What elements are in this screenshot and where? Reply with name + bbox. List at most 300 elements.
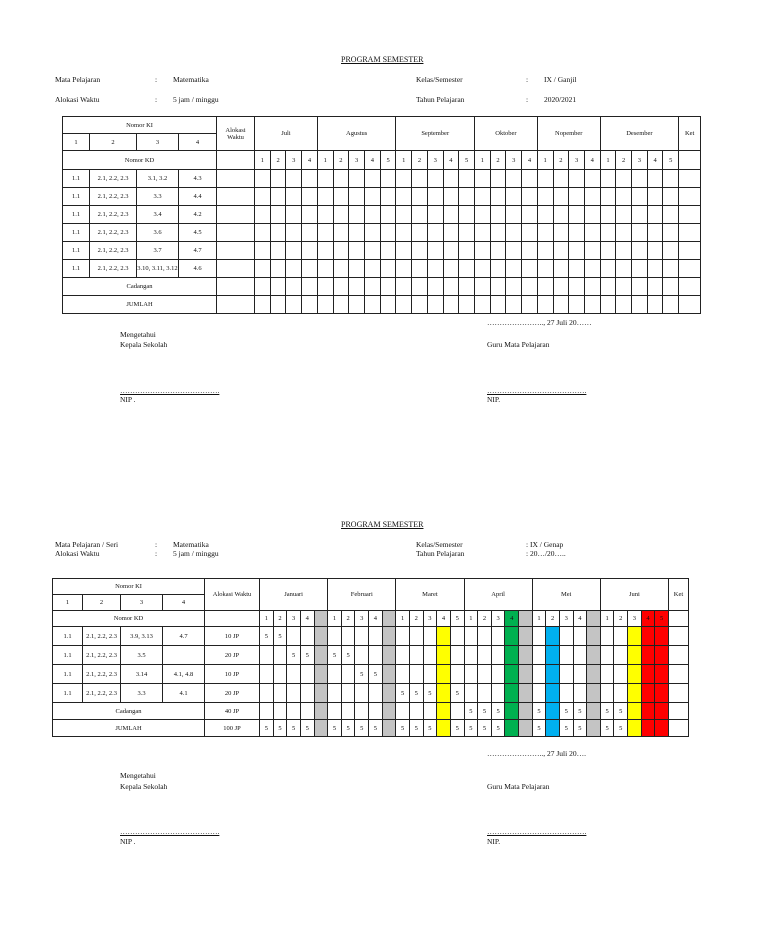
week-cell (409, 703, 423, 720)
week-cell (614, 627, 628, 646)
header-week: 2 (341, 611, 355, 627)
header-ket: Ket (679, 117, 701, 151)
week-cell (328, 627, 342, 646)
kd-alok: 10 JP (205, 665, 260, 684)
week-cell (364, 224, 380, 242)
week-cell (641, 720, 655, 737)
week-cell (573, 665, 587, 684)
p1-mapel-value: Matematika (173, 75, 209, 84)
week-cell (537, 296, 553, 314)
header-ki-number: 1 (53, 595, 83, 611)
week-cell (663, 242, 679, 260)
week-cell (600, 278, 616, 296)
week-cell (663, 206, 679, 224)
week-cell (519, 720, 533, 737)
week-cell (217, 224, 255, 242)
week-cell (553, 206, 569, 224)
week-cell: 5 (341, 720, 355, 737)
week-cell: 5 (300, 646, 314, 665)
week-cell (409, 646, 423, 665)
kd-c4: 4.1 (163, 684, 205, 703)
week-cell (255, 224, 271, 242)
week-cell (614, 684, 628, 703)
week-cell (679, 224, 701, 242)
week-cell (679, 170, 701, 188)
week-cell (641, 684, 655, 703)
week-cell (655, 627, 669, 646)
header-nomor-ki: Nomor KI (63, 117, 217, 134)
week-cell (328, 684, 342, 703)
week-cell (382, 684, 396, 703)
kd-c4: 4.6 (179, 260, 217, 278)
week-cell (647, 242, 663, 260)
week-cell (364, 242, 380, 260)
table-row (63, 206, 701, 224)
kd-c4: 4.3 (179, 170, 217, 188)
week-cell (396, 242, 412, 260)
header-week: 3 (506, 151, 522, 170)
header-week: 1 (475, 151, 491, 170)
week-cell (641, 627, 655, 646)
week-cell (679, 260, 701, 278)
week-cell (628, 703, 642, 720)
header-ki-number: 1 (63, 134, 90, 151)
week-cell: 5 (423, 684, 437, 703)
week-cell (317, 260, 333, 278)
week-cell: 5 (341, 646, 355, 665)
week-cell (569, 188, 585, 206)
week-cell (519, 646, 533, 665)
week-cell (423, 627, 437, 646)
header-week: 1 (537, 151, 553, 170)
header-alokasi-waktu: Alokasi Waktu (217, 117, 255, 151)
header-week: 2 (333, 151, 349, 170)
week-cell (437, 703, 451, 720)
week-cell (459, 260, 475, 278)
week-cell: 5 (328, 720, 342, 737)
header-week: 5 (459, 151, 475, 170)
week-cell: 5 (369, 665, 383, 684)
week-cell (600, 170, 616, 188)
header-ki-number: 4 (179, 134, 217, 151)
week-cell (628, 646, 642, 665)
p1-alokasi-value: 5 jam / minggu (173, 95, 219, 104)
week-cell (427, 224, 443, 242)
header-ki-number: 2 (90, 134, 137, 151)
week-cell (355, 703, 369, 720)
header-week: 1 (532, 611, 546, 627)
header-month: Januari (260, 579, 328, 611)
kd-c2: 2.1, 2.2, 2.3 (83, 665, 121, 684)
p1-nip-right: NIP. (487, 395, 501, 404)
week-cell (364, 188, 380, 206)
week-cell (475, 206, 491, 224)
week-cell (314, 646, 328, 665)
week-cell (632, 206, 648, 224)
week-cell (437, 720, 451, 737)
table-row (63, 188, 701, 206)
week-cell (317, 224, 333, 242)
p2-tahun-value: : 20…/20….. (526, 549, 566, 558)
week-cell (584, 260, 600, 278)
week-cell (475, 296, 491, 314)
week-cell (217, 206, 255, 224)
p2-alokasi-value: 5 jam / minggu (173, 549, 219, 558)
header-week: 1 (317, 151, 333, 170)
week-cell (655, 720, 669, 737)
week-cell (522, 278, 538, 296)
week-cell (427, 206, 443, 224)
week-cell (287, 684, 301, 703)
kd-c3: 3.3 (121, 684, 163, 703)
week-cell (286, 170, 302, 188)
week-cell (314, 665, 328, 684)
week-cell: 5 (573, 703, 587, 720)
week-cell (300, 665, 314, 684)
header-week: 2 (490, 151, 506, 170)
p1-nip-left: NIP . (120, 395, 136, 404)
week-cell (396, 170, 412, 188)
week-cell (587, 703, 601, 720)
p1-mengetahui: Mengetahui (120, 330, 156, 339)
week-cell (614, 665, 628, 684)
week-cell (569, 170, 585, 188)
header-week: 4 (364, 151, 380, 170)
header-week: 3 (632, 151, 648, 170)
week-cell: 5 (614, 703, 628, 720)
week-cell (380, 278, 396, 296)
week-cell (341, 703, 355, 720)
week-cell (490, 242, 506, 260)
week-cell (490, 206, 506, 224)
kd-alok: 10 JP (205, 627, 260, 646)
week-cell (270, 242, 286, 260)
week-cell (505, 703, 519, 720)
week-cell (443, 242, 459, 260)
kd-c4 (163, 646, 205, 665)
week-cell (427, 278, 443, 296)
table-row (63, 170, 701, 188)
week-cell (364, 170, 380, 188)
header-week (587, 611, 601, 627)
week-cell (382, 703, 396, 720)
week-cell (255, 242, 271, 260)
week-cell (217, 242, 255, 260)
week-cell (382, 646, 396, 665)
week-cell (396, 188, 412, 206)
p2-sig-right: …………………………………. (487, 827, 587, 836)
week-cell (427, 242, 443, 260)
week-cell (286, 296, 302, 314)
p2-date-line: ………………….., 27 Juli 20…. (487, 749, 586, 758)
header-week: 1 (396, 611, 410, 627)
p2-tahun-label: Tahun Pelajaran (416, 549, 465, 558)
p1-sig-left: …………………………………. (120, 386, 220, 395)
week-cell (584, 242, 600, 260)
week-cell (314, 684, 328, 703)
week-cell (341, 684, 355, 703)
kd-c3: 3.10, 3.11, 3.12 (137, 260, 179, 278)
week-cell (270, 224, 286, 242)
week-cell (270, 278, 286, 296)
week-cell (679, 296, 701, 314)
week-cell (632, 260, 648, 278)
week-cell (522, 242, 538, 260)
week-cell (412, 242, 428, 260)
kd-c3: 3.1, 3.2 (137, 170, 179, 188)
week-cell (537, 170, 553, 188)
week-cell: 5 (573, 720, 587, 737)
week-cell (423, 665, 437, 684)
header-week: 2 (614, 611, 628, 627)
kd-c4: 4.2 (179, 206, 217, 224)
week-cell (412, 278, 428, 296)
header-week: 5 (655, 611, 669, 627)
week-cell: 5 (491, 720, 505, 737)
week-cell (437, 646, 451, 665)
week-cell (341, 665, 355, 684)
week-cell (490, 260, 506, 278)
week-cell (573, 627, 587, 646)
week-cell (302, 260, 318, 278)
p2-kelas-label: Kelas/Semester (416, 540, 463, 549)
week-cell (396, 627, 410, 646)
week-cell (427, 170, 443, 188)
week-cell (600, 684, 614, 703)
p1-colon: : (526, 95, 529, 104)
week-cell (537, 242, 553, 260)
jumlah-alokasi: 100 JP (205, 720, 260, 737)
week-cell (491, 627, 505, 646)
week-cell: 5 (273, 720, 287, 737)
week-cell (396, 224, 412, 242)
week-cell (364, 296, 380, 314)
week-cell (616, 206, 632, 224)
week-cell (423, 703, 437, 720)
cadangan-label: Cadangan (63, 278, 217, 296)
header-week: 4 (573, 611, 587, 627)
kd-alok: 20 JP (205, 684, 260, 703)
header-week: 2 (553, 151, 569, 170)
week-cell (443, 188, 459, 206)
week-cell (302, 170, 318, 188)
header-week: 4 (584, 151, 600, 170)
week-cell (464, 627, 478, 646)
week-cell (459, 224, 475, 242)
table-cell (669, 611, 689, 627)
kd-c1: 1.1 (63, 170, 90, 188)
week-cell (475, 260, 491, 278)
header-week: 1 (260, 611, 274, 627)
week-cell (679, 206, 701, 224)
week-cell (600, 188, 616, 206)
header-week: 3 (569, 151, 585, 170)
week-cell (616, 296, 632, 314)
week-cell (490, 278, 506, 296)
p1-guru: Guru Mata Pelajaran (487, 340, 550, 349)
week-cell (519, 627, 533, 646)
week-cell (286, 206, 302, 224)
week-cell (647, 206, 663, 224)
week-cell (655, 703, 669, 720)
header-week: 2 (409, 611, 423, 627)
week-cell (532, 665, 546, 684)
week-cell (349, 170, 365, 188)
week-cell: 5 (478, 703, 492, 720)
week-cell (600, 206, 616, 224)
kd-c4: 4.1, 4.8 (163, 665, 205, 684)
week-cell (273, 665, 287, 684)
header-week (519, 611, 533, 627)
week-cell (663, 170, 679, 188)
kd-c3: 3.3 (137, 188, 179, 206)
week-cell (317, 206, 333, 224)
p1-tahun-label: Tahun Pelajaran (416, 95, 465, 104)
week-cell (537, 188, 553, 206)
ket-cell (669, 627, 689, 646)
week-cell (333, 260, 349, 278)
week-cell (490, 188, 506, 206)
week-cell (380, 260, 396, 278)
week-cell (655, 684, 669, 703)
week-cell (260, 646, 274, 665)
header-week: 3 (355, 611, 369, 627)
week-cell (302, 242, 318, 260)
week-cell (569, 206, 585, 224)
week-cell (632, 224, 648, 242)
week-cell (443, 170, 459, 188)
week-cell (584, 278, 600, 296)
week-cell (255, 206, 271, 224)
week-cell (349, 188, 365, 206)
cadangan-label: Cadangan (53, 703, 205, 720)
week-cell (302, 224, 318, 242)
kd-c2: 2.1, 2.2, 2.3 (83, 646, 121, 665)
week-cell (317, 278, 333, 296)
week-cell: 5 (355, 720, 369, 737)
week-cell (382, 665, 396, 684)
week-cell (369, 684, 383, 703)
week-cell (519, 684, 533, 703)
week-cell (369, 627, 383, 646)
week-cell (217, 260, 255, 278)
week-cell (505, 627, 519, 646)
week-cell (317, 242, 333, 260)
week-cell (569, 260, 585, 278)
week-cell (537, 260, 553, 278)
week-cell: 5 (559, 720, 573, 737)
week-cell (396, 665, 410, 684)
week-cell (286, 242, 302, 260)
kd-c2: 2.1, 2.2, 2.3 (90, 188, 137, 206)
header-week: 2 (546, 611, 560, 627)
week-cell (349, 206, 365, 224)
header-week: 1 (600, 151, 616, 170)
week-cell (255, 188, 271, 206)
week-cell (546, 684, 560, 703)
p2-kelas-value: : IX / Genap (526, 540, 564, 549)
week-cell (522, 260, 538, 278)
week-cell (600, 242, 616, 260)
week-cell (600, 665, 614, 684)
week-cell (380, 188, 396, 206)
p1-colon: : (155, 75, 158, 84)
week-cell (478, 646, 492, 665)
week-cell: 5 (464, 720, 478, 737)
week-cell (270, 206, 286, 224)
kd-c2: 2.1, 2.2, 2.3 (90, 260, 137, 278)
week-cell (302, 278, 318, 296)
kd-c4: 4.4 (179, 188, 217, 206)
week-cell (532, 627, 546, 646)
week-cell (349, 224, 365, 242)
week-cell (559, 665, 573, 684)
week-cell (450, 627, 464, 646)
week-cell (464, 684, 478, 703)
week-cell: 5 (369, 720, 383, 737)
header-week: 5 (663, 151, 679, 170)
week-cell (600, 646, 614, 665)
header-week: 4 (437, 611, 451, 627)
week-cell (569, 224, 585, 242)
p1-kelas-label: Kelas/Semester (416, 75, 463, 84)
week-cell (587, 720, 601, 737)
week-cell (584, 224, 600, 242)
week-cell: 5 (355, 665, 369, 684)
header-ki-number: 4 (163, 595, 205, 611)
table-row (53, 665, 689, 684)
header-month: Agustus (317, 117, 396, 151)
week-cell (587, 684, 601, 703)
week-cell (443, 224, 459, 242)
week-cell (628, 627, 642, 646)
week-cell (519, 703, 533, 720)
week-cell (437, 665, 451, 684)
week-cell (663, 278, 679, 296)
header-week: 3 (427, 151, 443, 170)
week-cell (506, 170, 522, 188)
week-cell (647, 278, 663, 296)
week-cell (396, 206, 412, 224)
week-cell (382, 720, 396, 737)
week-cell (412, 296, 428, 314)
week-cell: 5 (328, 646, 342, 665)
week-cell (475, 224, 491, 242)
week-cell: 5 (409, 720, 423, 737)
week-cell (491, 665, 505, 684)
header-month: Desember (600, 117, 679, 151)
week-cell (427, 296, 443, 314)
week-cell (427, 188, 443, 206)
p2-schedule-table (52, 578, 689, 737)
week-cell (679, 242, 701, 260)
week-cell (317, 296, 333, 314)
p1-kelas-value: IX / Ganjil (544, 75, 577, 84)
table-cell (205, 611, 260, 627)
header-week: 1 (255, 151, 271, 170)
week-cell (475, 278, 491, 296)
week-cell (506, 296, 522, 314)
header-alokasi-waktu: Alokasi Waktu (205, 579, 260, 611)
week-cell (655, 646, 669, 665)
week-cell (314, 703, 328, 720)
header-nomor-ki: Nomor KI (53, 579, 205, 595)
week-cell (663, 260, 679, 278)
week-cell (423, 646, 437, 665)
week-cell (641, 703, 655, 720)
kd-c4: 4.7 (163, 627, 205, 646)
week-cell (317, 170, 333, 188)
